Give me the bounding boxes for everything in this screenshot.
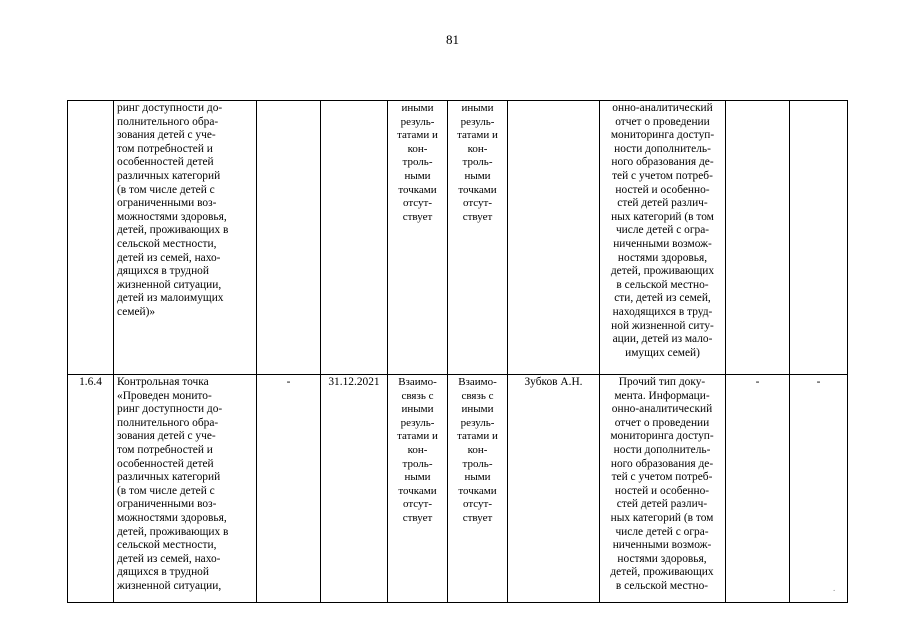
cell-level [726,101,790,375]
cell-number: 1.6.4 [68,375,114,603]
cell-responsible [508,101,600,375]
cell-document: Прочий тип доку- мента. Информаци- онно-аналитический отчет о проведении мониторинга доступ- ности дополнитель- ного образования де- тей с учетом потреб- ностей и особенно- стей детей различ- ных категорий (в том числе детей с огра- ниченными возмож- ностями здоровья, детей, проживающих в сельской местно- [600,375,726,603]
margin-mark: . [833,583,836,593]
cell-predecessor: Взаимо- связь с иными резуль- татами и кон- троль- ными точками отсут- ствует [388,375,448,603]
cell-end-date: 31.12.2021 [321,375,388,603]
cell-extra [790,101,848,375]
plan-table [67,100,848,603]
page-number: 81 [446,32,459,47]
cell-start-date: - [257,375,321,603]
cell-end-date [321,101,388,375]
cell-name: Контрольная точка «Проведен монито- ринг доступности до- полнительного обра- зования детей с уче- том потребностей и особенностей детей различных категорий (в том числе детей с ограниченными воз- можностями здоровья, детей, проживающих в сельской местности, детей из семей, нахо- дящихся в трудной жизненной ситуации, [114,375,257,603]
table-row [68,101,848,375]
cell-document: онно-аналитический отчет о проведении мониторинга доступ- ности дополнитель- ного образования де- тей с учетом потреб- ностей и особенно- стей детей различ- ных категорий (в том числе детей с огра- ниченными возмож- ностями здоровья, детей, проживающих в сельской местно- сти, детей из семей, находящихся в труд- ной жизненной ситу- ации, детей из мало- имущих семей) [600,101,726,375]
cell-number [68,101,114,375]
cell-successor: Взаимо- связь с иными резуль- татами и кон- троль- ными точками отсут- ствует [448,375,508,603]
cell-level: - [726,375,790,603]
cell-name: ринг доступности до- полнительного обра- зования детей с уче- том потребностей и особенностей детей различных категорий (в том числе детей с ограниченными воз- можностями здоровья, детей, проживающих в сельской местности, детей из семей, нахо- дящихся в трудной жизненной ситуации, детей из малоимущих семей)» [114,101,257,375]
cell-extra: - [790,375,848,603]
cell-successor: иными резуль- татами и кон- троль- ными точками отсут- ствует [448,101,508,375]
cell-predecessor: иными резуль- татами и кон- троль- ными точками отсут- ствует [388,101,448,375]
cell-start-date [257,101,321,375]
table-row [68,375,848,603]
cell-responsible: Зубков А.Н. [508,375,600,603]
